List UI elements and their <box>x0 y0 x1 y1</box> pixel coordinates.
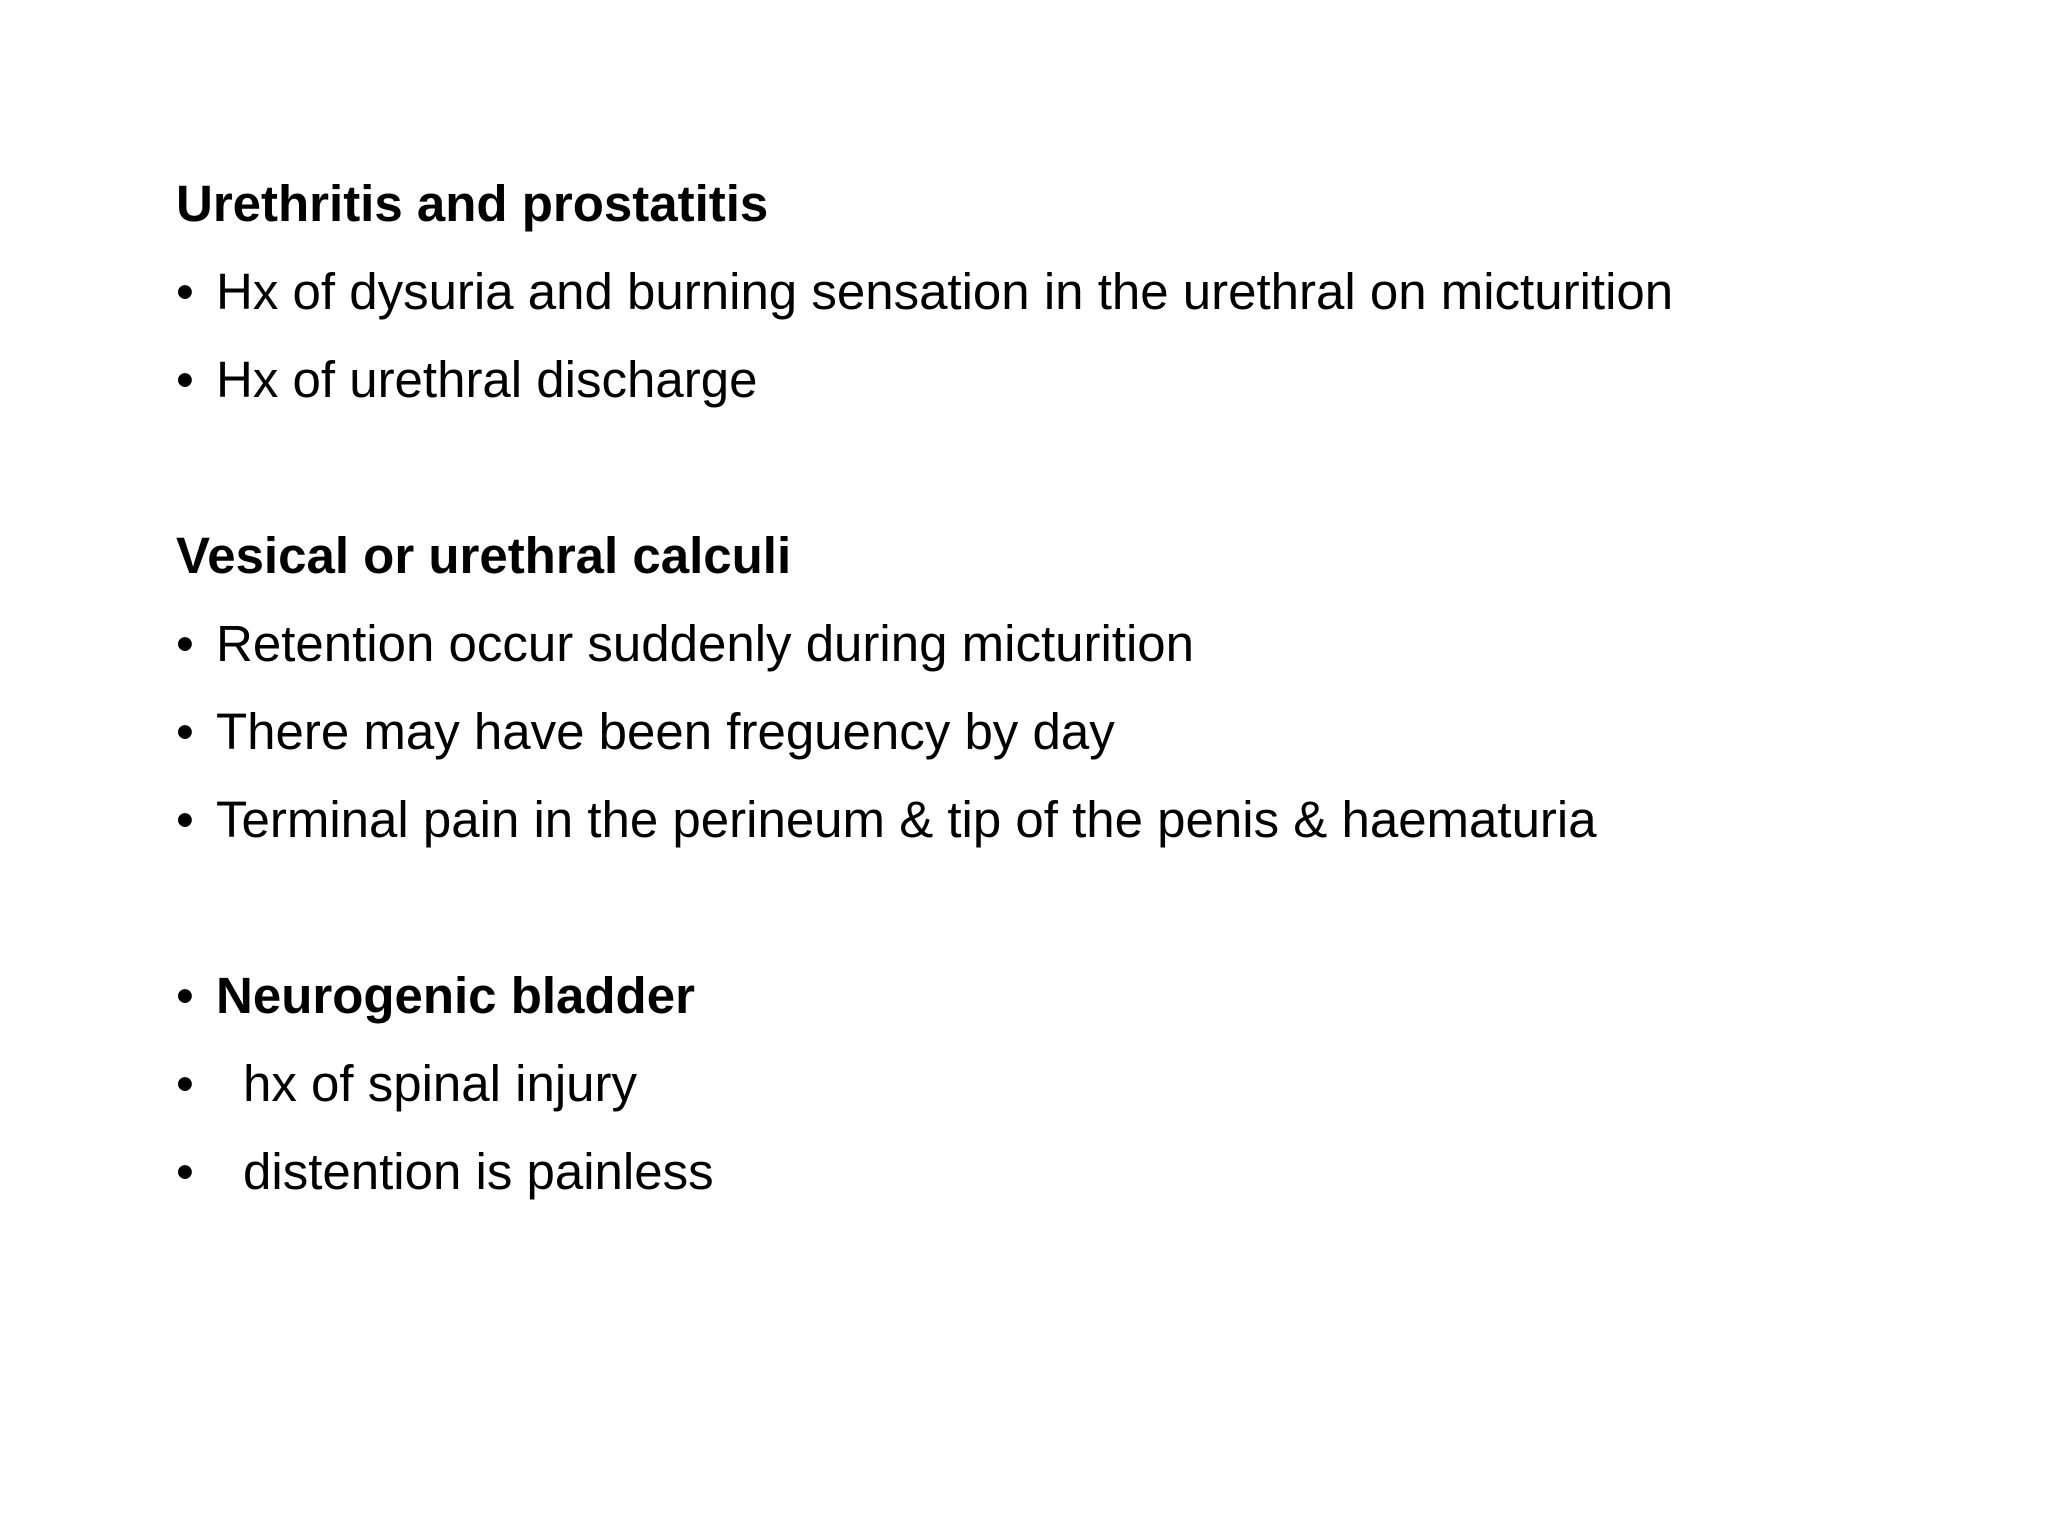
bullet-text: Retention occur suddenly during micturition <box>216 615 1195 672</box>
bullet-icon: • <box>176 263 194 320</box>
section-heading-text: Vesical or urethral calculi <box>176 527 792 584</box>
bullet-icon: • <box>176 615 194 672</box>
bullet-icon: • <box>176 703 194 760</box>
bullet-item <box>176 600 1976 688</box>
section-heading-text: Neurogenic bladder <box>216 967 695 1024</box>
section-heading-calculi <box>176 512 1976 600</box>
bullet-item <box>176 1040 1976 1128</box>
bullet-text: distention is painless <box>243 1143 714 1200</box>
slide-content <box>176 160 1976 1216</box>
bullet-item <box>176 336 1976 424</box>
bullet-text: There may have been freguency by day <box>216 703 1115 760</box>
bullet-icon: • <box>176 1055 194 1112</box>
bullet-item <box>176 248 1976 336</box>
section-heading-urethritis <box>176 160 1976 248</box>
bullet-item <box>176 776 1976 864</box>
bullet-icon: • <box>176 791 194 848</box>
bullet-text: Hx of urethral discharge <box>216 351 758 408</box>
bullet-item <box>176 1128 1976 1216</box>
bullet-item <box>176 688 1976 776</box>
bullet-item-neurogenic-heading <box>176 952 1976 1040</box>
bullet-text: Hx of dysuria and burning sensation in the urethral on micturition <box>216 263 1674 320</box>
spacer <box>176 864 1976 952</box>
bullet-text: Terminal pain in the perineum & tip of the penis & haematuria <box>216 791 1597 848</box>
bullet-text: hx of spinal injury <box>243 1055 638 1112</box>
bullet-icon: • <box>176 351 194 408</box>
section-heading-text: Urethritis and prostatitis <box>176 175 769 232</box>
bullet-icon: • <box>176 1143 194 1200</box>
bullet-icon: • <box>176 967 194 1024</box>
spacer <box>176 424 1976 512</box>
